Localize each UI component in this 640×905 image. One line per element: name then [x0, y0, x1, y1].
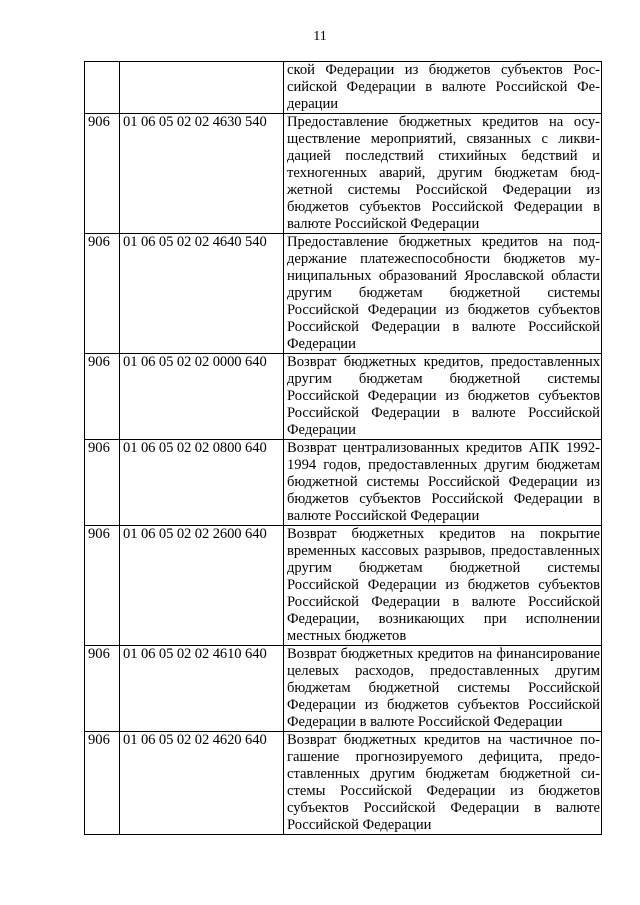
classification-code-cell: 01 06 05 02 02 0000 640: [120, 354, 284, 440]
admin-code-cell: [85, 62, 120, 114]
description-cell: Возврат бюджетных кредитов, предоставленных другим бюджетам бюджетной системы Российской Федерации из бюджетов субъектов Российской Федерации в валюте Российской Федерации: [284, 354, 602, 440]
admin-code-cell: 906: [85, 732, 120, 835]
table-row: [85, 354, 602, 440]
admin-code-cell: 906: [85, 440, 120, 526]
table-row: [85, 440, 602, 526]
classification-code-cell: 01 06 05 02 02 4610 640: [120, 646, 284, 732]
description-cell: Предоставление бюджетных кредитов на поддержание платежеспособности бюджетов муниципальных образований Ярославской области другим бюджетам бюджетной системы Российской Федерации из бюджетов субъектов Российской Федерации в валюте Российской Федерации: [284, 234, 602, 354]
admin-code-cell: 906: [85, 526, 120, 646]
description-cell: Возврат бюджетных кредитов на покрытие временных кассовых разрывов, предоставленных другим бюджетам бюджетной системы Российской Федерации из бюджетов субъектов Российской Федерации в валюте Российской Федерации, возникающих при исполнении местных бюджетов: [284, 526, 602, 646]
table-row: [85, 114, 602, 234]
table-row: [85, 234, 602, 354]
description-cell: Возврат бюджетных кредитов на частичное погашение прогнозируемого дефицита, предоставленных другим бюджетам бюджетной системы Российской Федерации из бюджетов субъектов Российской Федерации в валюте Российской Федерации: [284, 732, 602, 835]
classification-code-cell: 01 06 05 02 02 4620 640: [120, 732, 284, 835]
classification-code-cell: [120, 62, 284, 114]
table-row: [85, 646, 602, 732]
admin-code-cell: 906: [85, 354, 120, 440]
table-row: [85, 526, 602, 646]
table-row: [85, 62, 602, 114]
description-cell: Предоставление бюджетных кредитов на осуществление мероприятий, связанных с ликвидацией последствий стихийных бедствий и техногенных аварий, другим бюджетам бюджетной системы Российской Федерации из бюджетов субъектов Российской Федерации в валюте Российской Федерации: [284, 114, 602, 234]
budget-sources-table: [84, 61, 602, 835]
description-cell: ской Федерации из бюджетов субъектов Российской Федерации в валюте Российской Федерации: [284, 62, 602, 114]
description-cell: Возврат бюджетных кредитов на финансирование целевых расходов, предоставленных другим бюджетам бюджетной системы Российской Федерации из бюджетов субъектов Российской Федерации в валюте Российской Федерации: [284, 646, 602, 732]
classification-code-cell: 01 06 05 02 02 4630 540: [120, 114, 284, 234]
admin-code-cell: 906: [85, 646, 120, 732]
table-row: [85, 732, 602, 835]
admin-code-cell: 906: [85, 114, 120, 234]
admin-code-cell: 906: [85, 234, 120, 354]
classification-code-cell: 01 06 05 02 02 0800 640: [120, 440, 284, 526]
page-number: 11: [313, 29, 327, 44]
classification-code-cell: 01 06 05 02 02 4640 540: [120, 234, 284, 354]
description-cell: Возврат централизованных кредитов АПК 1992-1994 годов, предоставленных другим бюджетам бюджетной системы Российской Федерации из бюджетов субъектов Российской Федерации в валюте Российской Федерации: [284, 440, 602, 526]
classification-code-cell: 01 06 05 02 02 2600 640: [120, 526, 284, 646]
